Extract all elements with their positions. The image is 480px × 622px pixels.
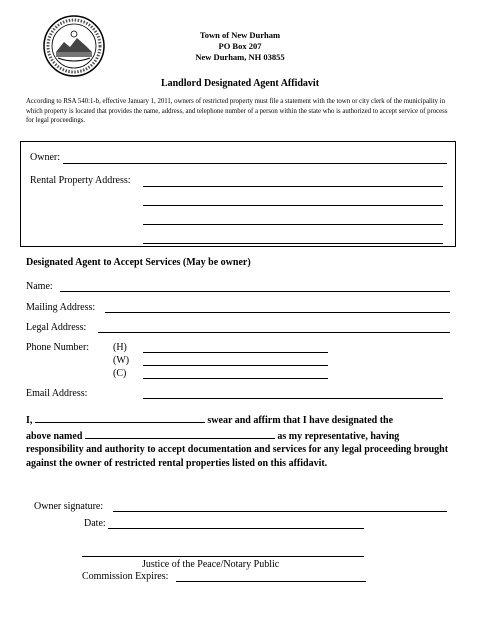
header-town-name: Town of New Durham <box>199 30 281 40</box>
phone-home-label: (H) <box>113 342 127 353</box>
rental-address-label: Rental Property Address: <box>30 175 131 186</box>
affidavit-above-named: above named <box>26 430 83 442</box>
town-seal-logo <box>42 14 106 78</box>
phone-work-field[interactable] <box>143 365 328 366</box>
phone-cell-label: (C) <box>113 368 127 379</box>
form-title: Landlord Designated Agent Affidavit <box>160 78 320 89</box>
email-address-label: Email Address: <box>26 388 88 399</box>
affidavit-rest: responsibility and authority to accept documentation and services for any legal proceeding brought against the owner of restricted rental properties listed on this affidavit. <box>26 444 449 469</box>
date-field[interactable] <box>108 528 364 529</box>
date-label: Date: <box>84 518 106 529</box>
affidavit-part-2: as my representative, having <box>277 430 400 442</box>
representative-name-field[interactable] <box>85 428 275 439</box>
owner-box <box>20 141 456 247</box>
affidavit-line-2 <box>26 428 456 444</box>
owner-signature-label: Owner signature: <box>34 501 104 512</box>
owner-signature-field[interactable] <box>113 511 447 512</box>
name-label: Name: <box>26 281 53 292</box>
intro-paragraph: According to RSA 540:1-b, effective January 1, 2011, owners of restricted property must file a statement with the town or city clerk of the municipality in which property is located that provides the name, address, and telephone number of a person within the state who is authorized to accept service of process for legal proceedings. <box>26 98 448 124</box>
header-city-state-zip: New Durham, NH 03855 <box>195 52 285 62</box>
rental-address-field-1[interactable] <box>143 186 443 187</box>
phone-cell-field[interactable] <box>143 378 328 379</box>
legal-address-field[interactable] <box>98 332 450 333</box>
affidavit-statement <box>26 412 456 470</box>
rental-address-field-4[interactable] <box>143 243 443 244</box>
affidavit-line-1 <box>26 412 456 428</box>
name-field[interactable] <box>60 291 450 292</box>
owner-field[interactable] <box>63 163 447 164</box>
mailing-address-label: Mailing Address: <box>26 302 96 313</box>
phone-work-label: (W) <box>113 355 130 366</box>
email-address-field[interactable] <box>143 398 443 399</box>
header-po-box: PO Box 207 <box>218 41 262 51</box>
mailing-address-field[interactable] <box>105 312 450 313</box>
affidavit-part-1: swear and affirm that I have designated the <box>207 415 394 426</box>
affiant-name-field[interactable] <box>35 412 205 423</box>
notary-label: Justice of the Peace/Notary Public <box>142 559 280 570</box>
commission-expires-label: Commission Expires: <box>82 571 169 582</box>
affidavit-i: I, <box>26 415 33 426</box>
rental-address-field-2[interactable] <box>143 205 443 206</box>
agent-section-title: Designated Agent to Accept Services (May be owner) <box>26 257 251 268</box>
owner-label: Owner: <box>30 152 60 163</box>
phone-home-field[interactable] <box>143 352 328 353</box>
commission-expires-field[interactable] <box>176 581 366 582</box>
town-header <box>160 30 320 63</box>
notary-signature-field[interactable] <box>82 556 364 557</box>
phone-number-label: Phone Number: <box>26 342 90 353</box>
legal-address-label: Legal Address: <box>26 322 87 333</box>
rental-address-field-3[interactable] <box>143 224 443 225</box>
